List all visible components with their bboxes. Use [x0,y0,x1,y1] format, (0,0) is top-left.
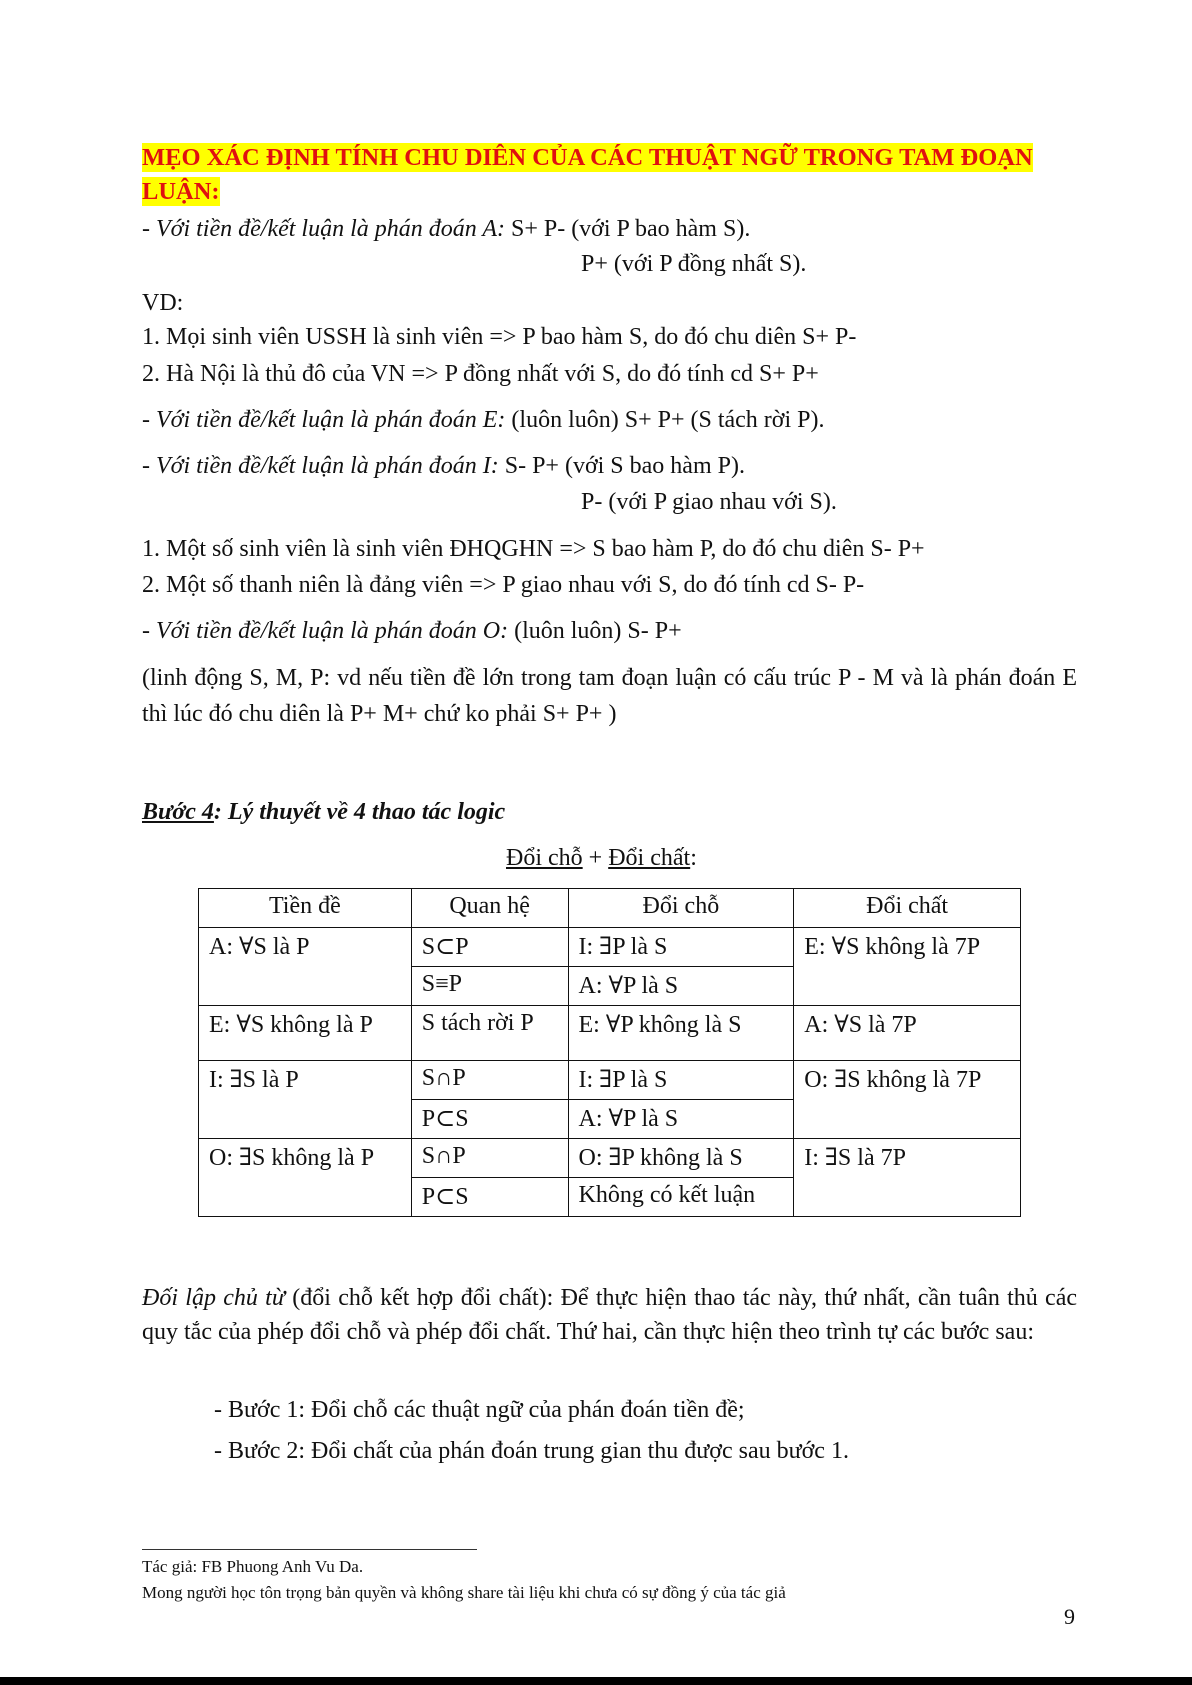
table-row [199,1006,1021,1061]
vd-label: VD: [142,290,184,316]
rule-o [142,616,682,646]
rule-i-value-1: S- P+ (với S bao hàm P). [498,453,745,479]
conversion-cell: O: ∃P không là S [568,1139,794,1178]
step4-rest: : Lý thuyết về 4 thao tác logic [213,799,506,825]
relation-cell: P⊂S [411,1178,568,1217]
contraposition-text: (đổi chỗ kết hợp đổi chất): Để thực hiện thao tác này, thứ nhất, cần tuân thủ các quy tắc của phép đổi chỗ và phép đổi chất. Thứ hai, cần thực hiện theo trình tự các bước sau: [142,1285,1078,1345]
conversion-cell: A: ∀P là S [568,967,794,1006]
caption-part-1: Đổi chỗ [506,845,583,871]
footnote-copyright: Mong người học tôn trọng bản quyền và không share tài liệu khi chưa có sự đồng ý của tác giả [142,1583,786,1602]
relation-cell: S∩P [411,1139,568,1178]
example-i-1: 1. Một số sinh viên là sinh viên ĐHQGHN => S bao hàm P, do đó chu diên S- P+ [142,536,925,562]
table-row [199,1061,1021,1100]
premise-cell: E: ∀S không là P [199,1006,412,1061]
relation-cell: S tách rời P [411,1006,568,1061]
table-header: Quan hệ [411,889,568,928]
rule-a-value-1: S+ P- (với P bao hàm S). [504,216,751,242]
step-2: - Bước 2: Đổi chất của phán đoán trung gian thu được sau bước 1. [214,1438,849,1464]
note-paragraph: (linh động S, M, P: vd nếu tiền đề lớn trong tam đoạn luận có cấu trúc P - M và là phán đoán E thì lúc đó chu diên là P+ M+ chứ ko phải S+ P+ ) [142,665,1077,727]
step4-title [142,797,505,827]
rule-i [142,451,745,481]
rule-a [142,214,750,244]
conversion-cell: E: ∀P không là S [568,1006,794,1061]
footnote-rule [142,1549,477,1550]
rule-a-label: - Với tiền đề/kết luận là phán đoán A: [142,216,505,242]
rule-e [142,405,825,435]
relation-cell: S⊂P [411,928,568,967]
premise-cell: A: ∀S là P [199,928,412,1006]
relation-cell: S∩P [411,1061,568,1100]
conversion-cell: I: ∃P là S [568,1061,794,1100]
step4-label: Bước 4 [142,799,214,825]
rule-o-label: - Với tiền đề/kết luận là phán đoán O: [142,618,509,644]
relation-cell: P⊂S [411,1100,568,1139]
table-row [199,928,1021,967]
heading-line-2: LUẬN: [142,178,220,205]
relation-cell: S≡P [411,967,568,1006]
page-bottom-edge [0,1677,1192,1685]
rule-a-value-2: P+ (với P đồng nhất S). [581,251,807,277]
caption-part-2: Đổi chất [608,845,691,871]
obversion-cell: A: ∀S là 7P [794,1006,1021,1061]
page-number: 9 [1064,1604,1075,1629]
table-header: Đổi chất [794,889,1021,928]
rule-i-value-2: P- (với P giao nhau với S). [581,489,837,515]
conversion-cell: Không có kết luận [568,1178,794,1217]
rule-e-label: - Với tiền đề/kết luận là phán đoán E: [142,407,506,433]
example-a-1: 1. Mọi sinh viên USSH là sinh viên => P bao hàm S, do đó chu diên S+ P- [142,324,857,350]
obversion-cell: I: ∃S là 7P [794,1139,1021,1217]
example-i-2: 2. Một số thanh niên là đảng viên => P giao nhau với S, do đó tính cd S- P- [142,572,865,598]
caption-end: : [690,845,697,871]
conversion-cell: I: ∃P là S [568,928,794,967]
table-header: Đổi chỗ [568,889,794,928]
conversion-cell: A: ∀P là S [568,1100,794,1139]
step-1: - Bước 1: Đổi chỗ các thuật ngữ của phán đoán tiền đề; [214,1397,745,1423]
table-row [199,1139,1021,1178]
rule-e-value: (luôn luôn) S+ P+ (S tách rời P). [505,407,825,433]
contraposition-paragraph [142,1281,1077,1349]
example-a-2: 2. Hà Nội là thủ đô của VN => P đồng nhất với S, do đó tính cd S+ P+ [142,361,819,387]
contraposition-term: Đối lập chủ từ [142,1285,285,1311]
rule-i-label: - Với tiền đề/kết luận là phán đoán I: [142,453,499,479]
caption-sep: + [582,845,609,871]
obversion-cell: O: ∃S không là 7P [794,1061,1021,1139]
rule-o-value: (luôn luôn) S- P+ [508,618,682,644]
footnote-author: Tác giả: FB Phuong Anh Vu Da. [142,1557,364,1576]
premise-cell: I: ∃S là P [199,1061,412,1139]
heading-line-1: MẸO XÁC ĐỊNH TÍNH CHU DIÊN CỦA CÁC THUẬT NGỮ TRONG TAM ĐOẠN [142,144,1033,171]
obversion-cell: E: ∀S không là 7P [794,928,1021,1006]
section-heading [142,141,1077,209]
table-caption [506,843,697,873]
table-header: Tiền đề [199,889,412,928]
premise-cell: O: ∃S không là P [199,1139,412,1217]
logic-operations-table [198,888,1021,1217]
